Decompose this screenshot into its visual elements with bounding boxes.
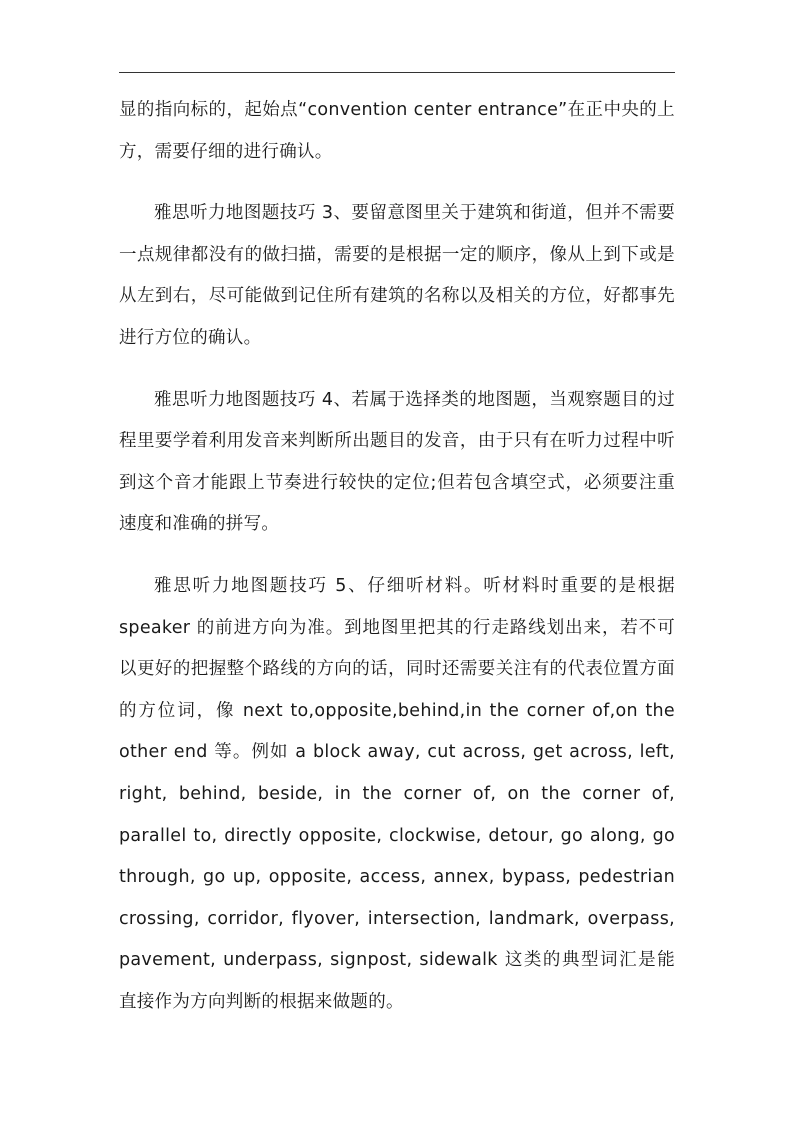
paragraph-continuation: 显的指向标的，起始点“convention center entrance”在正中央的上方，需要仔细的进行确认。 — [119, 100, 675, 162]
paragraph-tip-5: 雅思听力地图题技巧 5、仔细听材料。听材料时重要的是根据 speaker 的前进方向为准。到地图里把其的行走路线划出来，若不可以更好的把握整个路线的方向的话，同时还需要关注有的代表位置方面的方位词，像 next to,opposite,behind,in the corner of,on the other end 等。例如 a block away, cut across, get across, left, right, behind, beside, in the corner of, on the corner of, parallel to, directly opposite, clockwise, detour, go along, go through, go up, opposite, access, annex, bypass, pedestrian crossing, corridor, flyover, intersection, landmark, overpass, pavement, underpass, signpost, sidewalk 这类的典型词汇是能直接作为方向判断的根据来做题的。 — [119, 575, 675, 1012]
paragraph-tip-3: 雅思听力地图题技巧 3、要留意图里关于建筑和街道，但并不需要一点规律都没有的做扫描，需要的是根据一定的顺序，像从上到下或是从左到右，尽可能做到记住所有建筑的名称以及相关的方位，好都事先进行方位的确认。 — [119, 203, 675, 348]
paragraph-tip-4: 雅思听力地图题技巧 4、若属于选择类的地图题，当观察题目的过程里要学着利用发音来判断所出题目的发音，由于只有在听力过程中听到这个音才能跟上节奏进行较快的定位;但若包含填空式，必须要注重速度和准确的拼写。 — [119, 389, 675, 535]
document-body — [119, 90, 675, 1023]
paragraph-spacer — [119, 546, 675, 566]
paragraph-spacer — [119, 360, 675, 380]
paragraph-spacer — [119, 173, 675, 193]
header-rule — [119, 72, 675, 73]
